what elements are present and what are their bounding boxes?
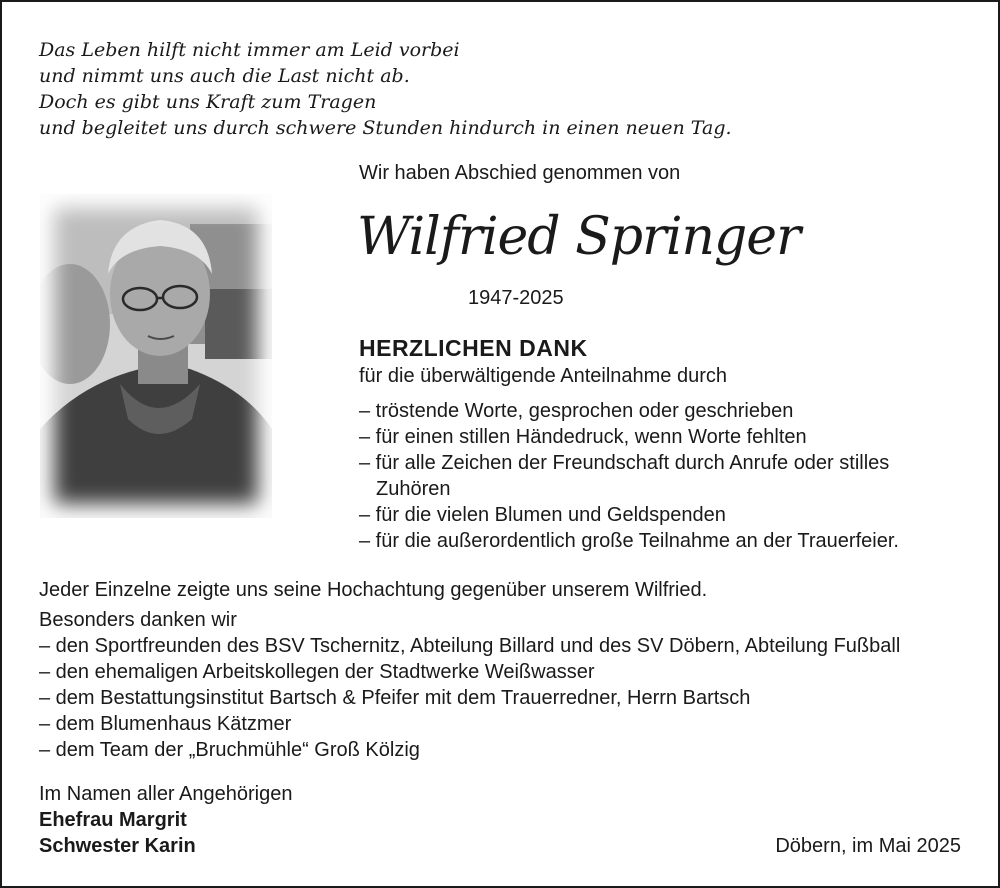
poem [39,37,732,141]
thanks-subtitle: für die überwältigende Anteilnahme durch [359,365,728,387]
list-item: – den Sportfreunden des BSV Tschernitz, Abteilung Billard und des SV Döbern, Abteilung Fußball [39,635,901,657]
list-item: – für alle Zeichen der Freundschaft durch Anrufe oder stilles [359,452,890,474]
list-item-wrap: Zuhören [376,478,451,500]
life-dates: 1947-2025 [468,287,564,309]
portrait-image [40,194,272,518]
special-intro: Besonders danken wir [39,609,237,631]
list-item: – dem Bestattungsinstitut Bartsch & Pfeifer mit dem Trauerredner, Herrn Bartsch [39,687,751,709]
signature-name: Schwester Karin [39,835,196,857]
signature-name: Ehefrau Margrit [39,809,187,831]
lead-text: Jeder Einzelne zeigte uns seine Hochachtung gegenüber unserem Wilfried. [39,579,708,601]
thanks-heading: HERZLICHEN DANK [359,335,588,361]
list-item-continuation [359,476,899,502]
list-item: – für einen stillen Händedruck, wenn Worte fehlten [359,426,807,448]
list-item: – dem Team der „Bruchmühle“ Groß Kölzig [39,739,420,761]
list-item: – den ehemaligen Arbeitskollegen der Stadtwerke Weißwasser [39,661,595,683]
signature-intro: Im Namen aller Angehörigen [39,783,293,805]
list-item: – für die außerordentlich große Teilnahme an der Trauerfeier. [359,530,899,552]
deceased-name: Wilfried Springer [357,207,800,267]
thanks-list [359,398,899,554]
poem-line: Das Leben hilft nicht immer am Leid vorbei [39,39,460,61]
list-item: – tröstende Worte, gesprochen oder geschrieben [359,400,794,422]
acknowledgements [39,577,900,763]
poem-line: Doch es gibt uns Kraft zum Tragen [39,91,377,113]
signature-block [39,781,292,859]
intro-text: Wir haben Abschied genommen von [359,162,681,184]
list-item: – dem Blumenhaus Kätzmer [39,713,292,735]
place-date: Döbern, im Mai 2025 [775,835,961,857]
portrait-photo [40,194,272,518]
poem-line: und begleitet uns durch schwere Stunden hindurch in einen neuen Tag. [39,117,732,139]
poem-line: und nimmt uns auch die Last nicht ab. [39,65,410,87]
list-item: – für die vielen Blumen und Geldspenden [359,504,726,526]
